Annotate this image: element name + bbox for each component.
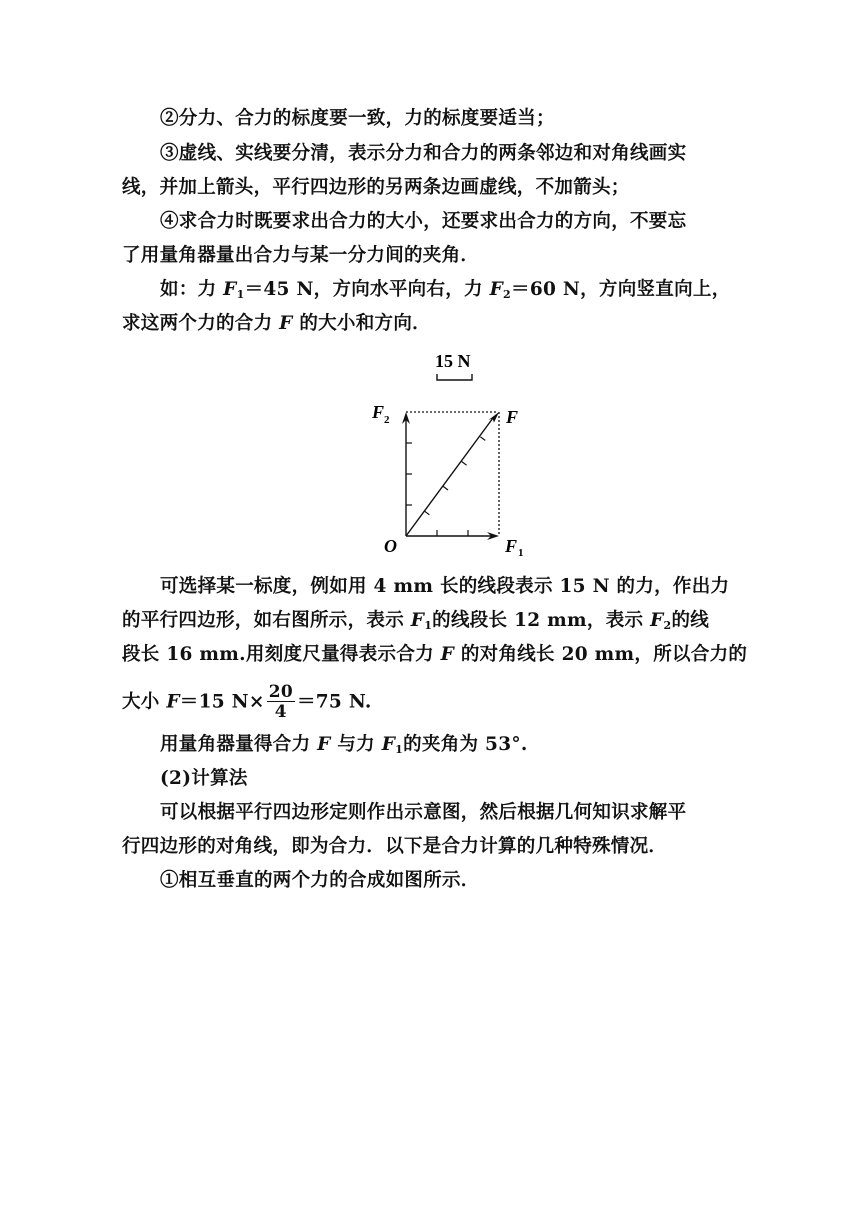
paragraph-method-2: 的平行四边形，如右图所示，表示 $F_1$的线段长 12 mm，表示 $F_2$的线 [122,610,710,632]
label-f1: F [505,536,518,556]
paragraph-line-rule-1: ③虚线、实线要分清，表示分力和合力的两条邻边和对角线画实 [160,143,687,164]
paragraph-example-1: 如：力 $F_1=45$ N，方向水平向右，力 $F_2=60$ N，方向竖直向上， [160,279,731,301]
fraction: $\frac{20}{4}$ [268,682,293,722]
paragraph-scale-rule: ②分力、合力的标度要一致，力的标度要适当； [160,108,555,129]
paragraph-example-2: 求这两个力的合力 F 的大小和方向． [122,313,431,334]
paragraph-perpendicular: ①相互垂直的两个力的合成如图所示． [160,870,480,891]
label-f1-subscript: 1 [518,547,524,559]
resultant-ticks [425,437,486,515]
label-f2: F [372,402,385,422]
paragraph-method-3: 段长 16 mm.用刻度尺量得表示合力 F 的对角线长 20 mm，所以合力的 [122,644,748,665]
f2-ticks [406,443,412,505]
label-origin: O [384,536,397,556]
resultant-diagonal [406,418,493,536]
section-heading-calculation: (2)计算法 [160,768,248,789]
paragraph-method-1: 可选择某一标度，例如用 4 mm 长的线段表示 15 N 的力，作出力 [160,576,730,597]
paragraph-calculation-1: 可以根据平行四边形定则作出示意图，然后根据几何知识求解平 [160,802,687,823]
paragraph-method-4: 大小 F＝15 N× $\frac{20}{4}$ ＝75 N. [122,682,372,722]
f1-ticks [437,530,468,536]
paragraph-line-rule-2: 线，并加上箭头，平行四边形的另两条边画虚线，不加箭头； [122,177,630,198]
paragraph-angle-rule-2: 了用量角器量出合力与某一分力间的夹角． [122,245,480,266]
scale-bar [437,374,472,380]
paragraph-angle-result: 用量角器量得合力 F 与力 $F_1$的夹角为 53°. [160,734,528,756]
force-parallelogram-figure [360,340,540,565]
scale-label: 15 N [435,351,471,371]
paragraph-calculation-2: 行四边形的对角线，即为合力．以下是合力计算的几种特殊情况． [122,836,668,857]
label-f2-subscript: 2 [384,414,390,426]
label-f: F [506,407,519,427]
paragraph-angle-rule-1: ④求合力时既要求出合力的大小，还要求出合力的方向，不要忘 [160,211,687,232]
